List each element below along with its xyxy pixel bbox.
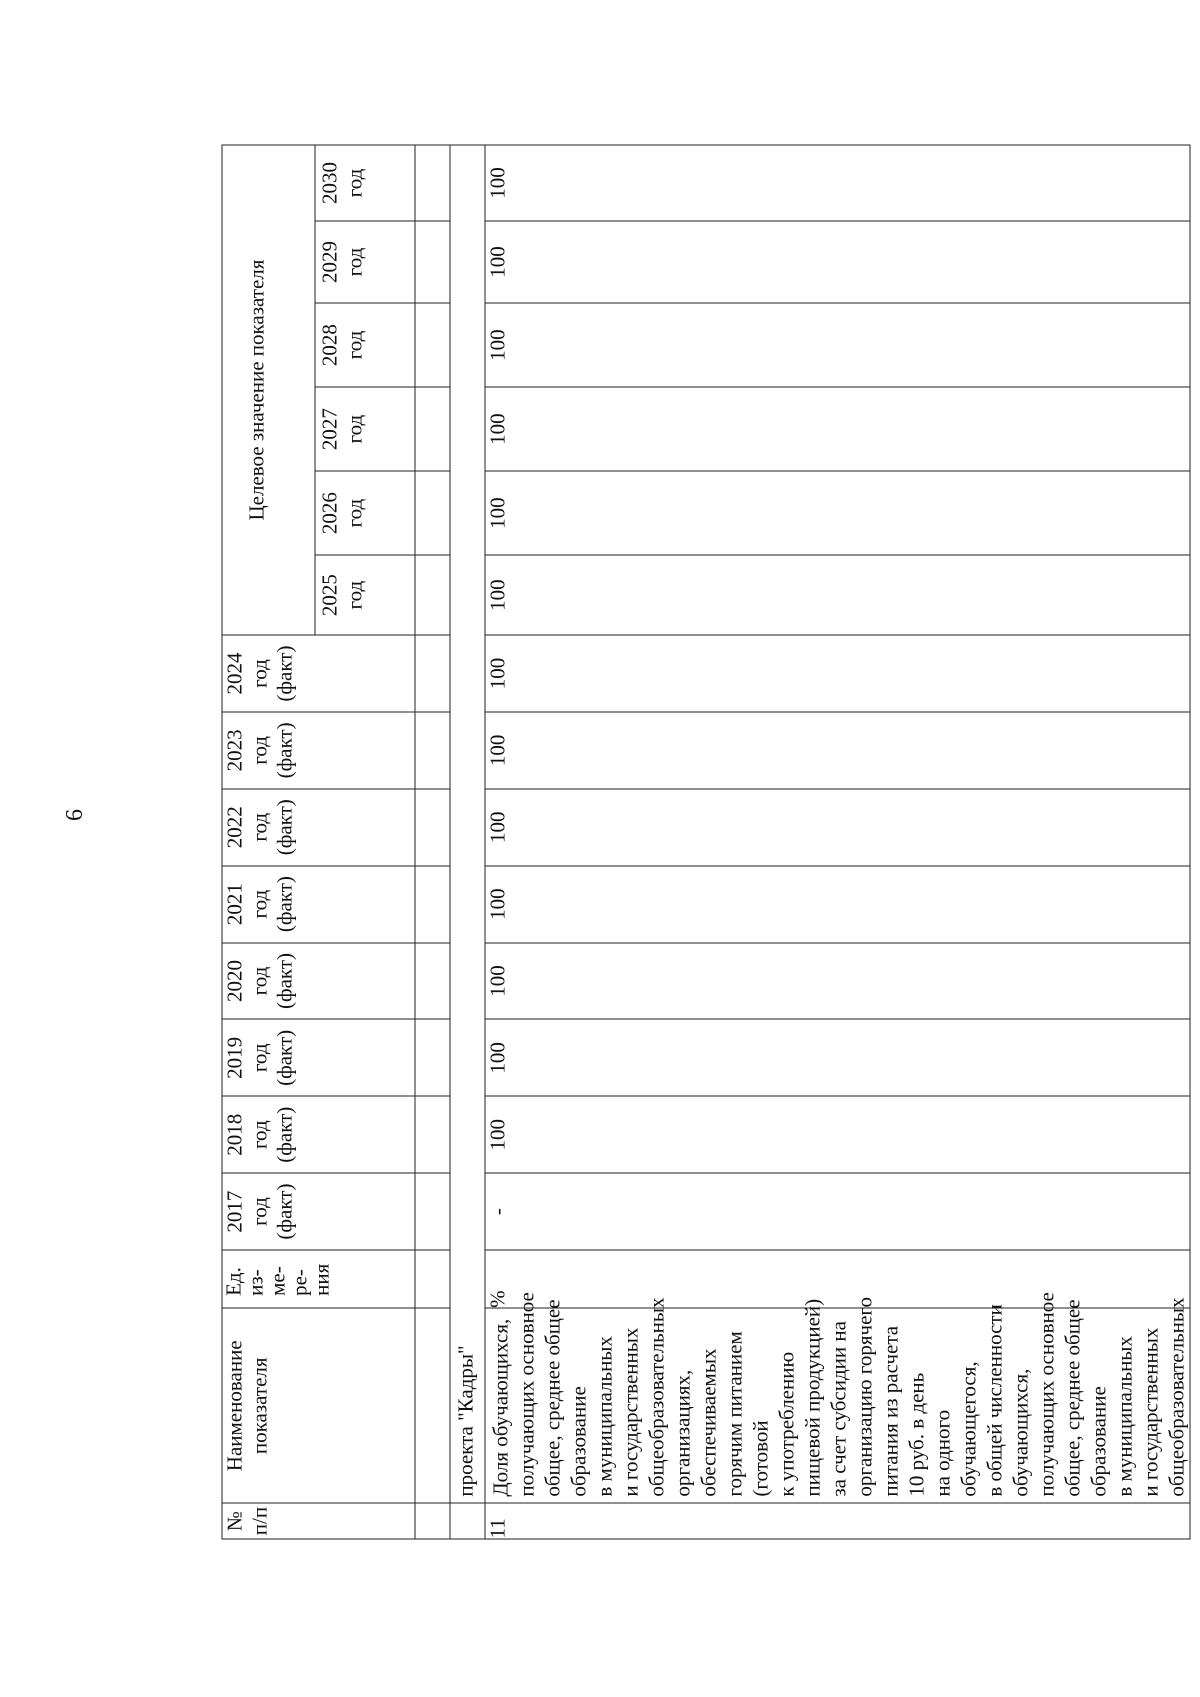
value-2017: - — [485, 1173, 1190, 1250]
target-value-2025: 100 — [485, 555, 1190, 635]
header-unit-line: ме- — [265, 1266, 289, 1296]
row-name-line: в общей численности — [982, 1304, 1006, 1497]
header-number-line: № — [222, 1511, 246, 1532]
rotated-table-wrapper — [221, 145, 1188, 1540]
empty-cell — [415, 1096, 450, 1173]
target-value-2030: 100 — [485, 145, 1190, 221]
row-name-line: в муниципальных — [592, 1336, 616, 1497]
row-name-line: организацию горячего — [852, 1296, 876, 1497]
row-name-line: 10 руб. в день — [904, 1372, 928, 1497]
section-row — [450, 145, 485, 1539]
row-name-line: пищевой продукцией) — [800, 1298, 824, 1497]
section-label-cell — [450, 145, 485, 1503]
header-name-line: показателя — [247, 1357, 271, 1455]
target-value-2028: 100 — [485, 303, 1190, 387]
row-name-line: горячим питанием — [722, 1331, 746, 1497]
header-year-2017: 2017 год (факт) — [222, 1173, 415, 1250]
empty-cell — [450, 1503, 485, 1539]
empty-cell — [415, 712, 450, 789]
header-row-top — [222, 145, 315, 1539]
header-unit-line: Ед. — [221, 1267, 245, 1296]
value-2024: 100 — [485, 635, 1190, 712]
empty-cell — [415, 943, 450, 1020]
empty-cell — [415, 1308, 450, 1503]
empty-cell — [415, 303, 450, 387]
value-2022: 100 — [485, 789, 1190, 866]
target-value-2027: 100 — [485, 387, 1190, 471]
header-year-2024: 2024 год (факт) — [222, 635, 415, 712]
row-name-line: (готовой — [748, 1420, 772, 1497]
header-target-2026: 2026 год — [315, 471, 415, 555]
empty-cell — [415, 789, 450, 866]
empty-cell — [415, 1173, 450, 1250]
row-name-line: Доля обучающихся, — [488, 1318, 512, 1497]
page-number: 6 — [61, 809, 88, 821]
empty-cell — [415, 221, 450, 303]
header-name-line: Наименование — [222, 1340, 246, 1472]
row-name-line: обучающихся, — [1008, 1368, 1032, 1497]
section-label: проекта "Кадры" — [453, 1345, 477, 1497]
header-year-2021: 2021 год (факт) — [222, 866, 415, 943]
value-2018: 100 — [485, 1096, 1190, 1173]
empty-cell — [415, 1250, 450, 1308]
row-name — [485, 1292, 1189, 1503]
empty-cell — [415, 555, 450, 635]
header-unit — [222, 1250, 415, 1308]
row-name-line: общеобразовательных — [1164, 1297, 1188, 1497]
header-number — [222, 1503, 415, 1539]
row-name-line: обеспечиваемых — [696, 1348, 720, 1497]
empty-cell — [415, 471, 450, 555]
row-name-cell — [485, 1292, 1190, 1503]
header-unit-line: из- — [243, 1269, 267, 1296]
row-name-line: общее, среднее общее — [540, 1299, 564, 1497]
row-name-line: на одного — [930, 1409, 954, 1497]
header-target-group: Целевое значение показателя — [222, 145, 315, 635]
header-year-2023: 2023 год (факт) — [222, 712, 415, 789]
header-target-2030: 2030 год — [315, 145, 415, 221]
empty-cell — [415, 635, 450, 712]
row-name-line: за счет субсидии на — [826, 1321, 850, 1497]
value-2019: 100 — [485, 1019, 1190, 1096]
value-2023: 100 — [485, 712, 1190, 789]
empty-cell — [415, 1503, 450, 1539]
header-year-2018: 2018 год (факт) — [222, 1096, 415, 1173]
row-name-line: организациях, — [670, 1369, 694, 1497]
row-name-line: и государственных — [618, 1327, 642, 1497]
target-value-2026: 100 — [485, 471, 1190, 555]
header-target-2029: 2029 год — [315, 221, 415, 303]
row-name-line: и государственных — [1138, 1327, 1162, 1497]
header-target-2025: 2025 год — [315, 555, 415, 635]
header-year-2020: 2020 год (факт) — [222, 943, 415, 1020]
header-target-2027: 2027 год — [315, 387, 415, 471]
value-2021: 100 — [485, 866, 1190, 943]
empty-cell — [415, 145, 450, 221]
indicator-table — [221, 145, 1190, 1540]
header-unit-line: ния — [309, 1263, 333, 1296]
row-name-line: получающих основное — [514, 1292, 538, 1497]
header-unit-line: ре- — [287, 1269, 311, 1296]
value-2020: 100 — [485, 943, 1190, 1020]
empty-cell — [415, 1019, 450, 1096]
row-name-line: образование — [1086, 1386, 1110, 1497]
header-target-2028: 2028 год — [315, 303, 415, 387]
table-row — [485, 145, 1190, 1539]
row-name-line: образование — [566, 1386, 590, 1497]
row-unit: % — [485, 1250, 1190, 1308]
header-year-2019: 2019 год (факт) — [222, 1019, 415, 1096]
empty-cell — [415, 387, 450, 471]
empty-cell — [415, 866, 450, 943]
row-name-line: обучающегося, — [956, 1361, 980, 1497]
empty-row — [415, 145, 450, 1539]
target-value-2029: 100 — [485, 221, 1190, 303]
row-number: 11 — [485, 1503, 1190, 1539]
row-name-line: к употреблению — [774, 1351, 798, 1497]
row-name-line: общеобразовательных — [644, 1297, 668, 1497]
header-year-2022: 2022 год (факт) — [222, 789, 415, 866]
row-name-line: общее, среднее общее — [1060, 1299, 1084, 1497]
header-number-line: п/п — [247, 1506, 271, 1536]
header-name — [222, 1308, 415, 1503]
row-name-line: получающих основное — [1034, 1292, 1058, 1497]
row-name-line: в муниципальных — [1112, 1336, 1136, 1497]
row-name-line: питания из расчета — [878, 1325, 902, 1497]
